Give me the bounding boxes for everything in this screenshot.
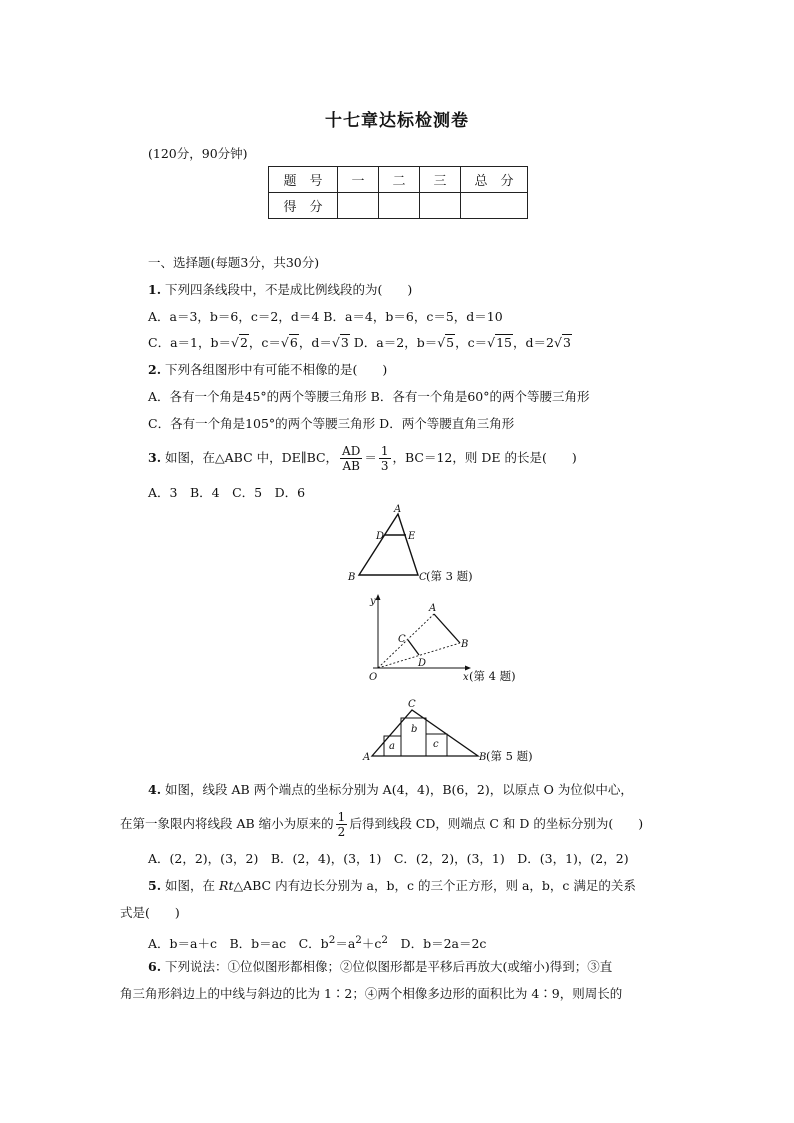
label-square-c: c	[433, 739, 439, 750]
score-header-label: 题 号	[269, 167, 338, 193]
question-4	[148, 781, 633, 799]
question-stem-post: ，BC＝12，则 DE 的长是( )	[392, 450, 577, 465]
question-number: 3.	[148, 450, 162, 465]
question-1-options-ab	[148, 308, 503, 326]
question-number: 5.	[148, 878, 162, 893]
fraction-ad-ab: $\frac{AD}{AB}$	[342, 444, 361, 473]
score-table-header-row	[269, 167, 528, 193]
score-header-3: 三	[420, 167, 461, 193]
label-a: A	[394, 504, 402, 515]
fraction-one-third: $\frac{1}{3}$	[380, 444, 389, 473]
label-y: y	[370, 596, 376, 607]
question-6: 6. 下列说法：①位似图形都相像；②位似图形都是平移后再放大(或缩小)得到；③直	[148, 959, 613, 974]
option-a: A．a＝3，b＝6，c＝2，d＝4	[148, 309, 320, 324]
score-cell	[379, 193, 420, 219]
label-x: x	[463, 672, 469, 683]
question-1	[148, 281, 412, 299]
score-cell	[420, 193, 461, 219]
label-square-b: b	[411, 724, 418, 735]
segment-ab	[434, 614, 460, 643]
score-cell	[461, 193, 528, 219]
figure-3	[340, 502, 490, 588]
question-4-options: A．(2，2)，(3，2) B．(2，4)，(3，1) C．(2，2)，(3，1) D．(3，1)，(2，2)	[148, 851, 629, 866]
question-5-options: A．b＝a＋c B．b＝ac C．$b^2=a^2+c^2$ D．b＝2a＝2c	[148, 934, 487, 952]
score-header-total: 总 分	[461, 167, 528, 193]
question-2-options-cd	[148, 415, 514, 433]
page-title: 十七章达标检测卷	[325, 111, 469, 131]
figure-5	[360, 698, 540, 768]
label-a: A	[429, 603, 437, 614]
label-b: B	[348, 572, 356, 583]
label-c: C	[398, 634, 406, 645]
label-c: C	[419, 572, 427, 583]
score-header-2: 二	[379, 167, 420, 193]
question-2	[148, 361, 387, 379]
option-c: C．各有一个角是105°的两个等腰三角形	[148, 416, 376, 431]
section-heading: 一、选择题(每题3分，共30分)	[148, 255, 320, 270]
question-6-line2: 角三角形斜边上的中线与斜边的比为 1∶2；④两个相像多边形的面积比为 4∶9，则周长的	[120, 986, 623, 1001]
question-5: 5. 如图，在 Rt△ABC 内有边长分别为 a，b，c 的三个正方形，则 a，b，c 满足的关系	[148, 878, 636, 893]
option-a: A．各有一个角是45°的两个等腰三角形	[148, 389, 367, 404]
question-5-line2: 式是( )	[120, 905, 180, 920]
question-stem: 下列四条线段中，不是成比例线段的为( )	[165, 282, 413, 297]
label-e: E	[408, 531, 416, 542]
score-header-1: 一	[338, 167, 379, 193]
option-d: D．两个等腰直角三角形	[379, 416, 515, 431]
y-axis-arrow-icon	[376, 594, 381, 600]
exam-info: (120分，90分钟)	[148, 146, 248, 161]
label-b-vertex: B	[479, 752, 487, 763]
option-b: B．a＝4，b＝6，c＝5，d＝10	[323, 309, 503, 324]
question-stem-pre: 如图，在△ABC 中，DE∥BC，	[165, 450, 339, 465]
question-1-options-cd	[148, 334, 572, 352]
label-o: O	[369, 672, 378, 683]
question-2-options-ab	[148, 388, 590, 406]
triangle-abc	[372, 710, 478, 756]
figure-3-caption: (第 3 题)	[426, 569, 473, 583]
figure-4-caption: (第 4 题)	[469, 669, 516, 683]
question-4-line2: 在第一象限内将线段 AB 缩小为原来的 $\frac{1}{2}$ 后得到线段 CD，则端点 C 和 D 的坐标分别为( )	[120, 810, 644, 839]
question-number: 6.	[148, 959, 162, 974]
question-stem-line1: 如图，线段 AB 两个端点的坐标分别为 A(4，4)，B(6，2)，以原点 O 为位似中心，	[165, 782, 633, 797]
figure-5-caption: (第 5 题)	[486, 749, 533, 763]
label-d: D	[418, 658, 427, 669]
question-number: 1.	[148, 282, 162, 297]
option-b: B．各有一个角是60°的两个等腰三角形	[370, 389, 590, 404]
fraction-one-half: $\frac{1}{2}$	[337, 810, 346, 839]
label-a-vertex: A	[363, 752, 371, 763]
score-table	[268, 166, 528, 219]
figure-4	[365, 592, 535, 688]
question-3: 3. 如图，在△ABC 中，DE∥BC， $\frac{AD}{AB}$ ＝ $\frac{1}{3}$ ，BC＝12，则 DE 的长是( )	[148, 444, 577, 473]
label-b: B	[461, 639, 469, 650]
segment-cd	[408, 640, 419, 655]
score-cell	[338, 193, 379, 219]
question-3-options: A．3 B．4 C．5 D．6	[148, 485, 306, 500]
question-number: 2.	[148, 362, 162, 377]
option-c: C．a＝1，b＝√2，c＝√6，d＝√3	[148, 335, 349, 350]
triangle-abc	[359, 514, 418, 575]
score-row-label: 得 分	[269, 193, 338, 219]
label-c-vertex: C	[408, 699, 416, 710]
label-d: D	[376, 531, 385, 542]
score-table-row	[269, 193, 528, 219]
option-d: D．a＝2，b＝√5，c＝√15，d＝2√3	[353, 335, 571, 350]
question-stem: 下列各组图形中有可能不相像的是( )	[165, 362, 388, 377]
question-number: 4.	[148, 782, 162, 797]
label-square-a: a	[389, 741, 395, 752]
